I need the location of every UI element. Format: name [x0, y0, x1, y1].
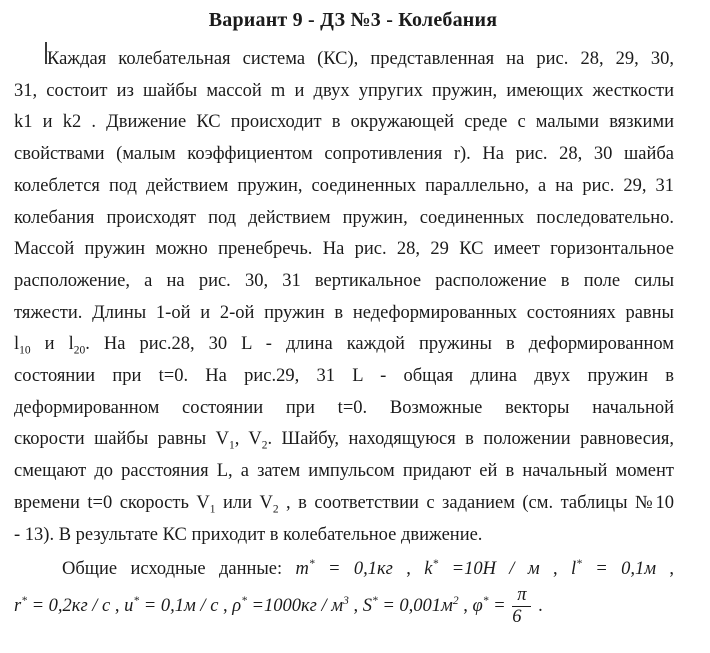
- text-line[interactable]: Каждая колебательная система (КС), представленная на рис. 28, 29, 30,: [47, 49, 674, 69]
- text-line[interactable]: $l_{10}$ и $l_{20}$. На рис.28, 30 L - длина каждой пружины в деформированном: [14, 334, 675, 358]
- text-line[interactable]: деформированном состоянии при t=0. Возможные векторы начальной: [14, 397, 674, 418]
- text-line[interactable]: 31, состоит из шайбы массой m и двух упругих пружин, имеющих жесткости: [14, 80, 674, 101]
- text-line[interactable]: колеблется под действием пружин, соединенных параллельно, а на рис. 29, 31: [14, 175, 674, 196]
- text-line[interactable]: времени t=0 скорость $V_1$ или $V_2$ , в соответствии с заданием (см. таблицы №10: [14, 492, 674, 516]
- text-line[interactable]: тяжести. Длины 1-ой и 2-ой пружин в недеформированных состояниях равны: [14, 302, 674, 323]
- text-line[interactable]: Массой пружин можно пренебречь. На рис. 28, 29 КС имеет горизонтальное: [14, 239, 674, 260]
- text-line[interactable]: r* = 0,2кг / с , u* = 0,1м / с , $\rho^* =1000кг / м^3$ , $S^* = 0,001м^2$ , φ* = $\frac{\pi}{6}$ .: [14, 584, 543, 628]
- body-paragraph[interactable]: [14, 44, 674, 551]
- text-line[interactable]: скорости шайбы равны $V_1$, $V_2$. Шайбу, находящуюся в положении равновесия,: [14, 429, 674, 453]
- fraction: $\frac{\pi}{6}$: [512, 586, 531, 628]
- text-line[interactable]: колебания происходят под действием пружин, соединенных последовательно.: [14, 207, 674, 228]
- given-data-paragraph[interactable]: [14, 554, 674, 628]
- text-line[interactable]: - 13). В результате КС приходит в колебательное движение.: [14, 524, 483, 545]
- text-line[interactable]: Общие исходные данные: m* = 0,1кг , k* =10Н / м , l* = 0,1м ,: [62, 558, 675, 580]
- text-line[interactable]: расположение, а на рис. 30, 31 вертикальное расположение в поле силы: [14, 270, 674, 291]
- text-line[interactable]: смещают до расстояния L, а затем импульсом придают ей в начальный момент: [14, 461, 674, 482]
- text-line[interactable]: состоянии при t=0. На рис.29, 31 L - общая длина двух пружин в: [14, 366, 674, 387]
- document-title: Вариант 9 - ДЗ №3 - Колебания: [208, 9, 498, 31]
- text-cursor: [45, 42, 47, 64]
- text-line[interactable]: свойствами (малым коэффициентом сопротивления r). На рис. 28, 30 шайба: [14, 144, 674, 165]
- text-line[interactable]: k1 и k2 . Движение КС происходит в окружающей среде с малыми вязкими: [14, 112, 674, 133]
